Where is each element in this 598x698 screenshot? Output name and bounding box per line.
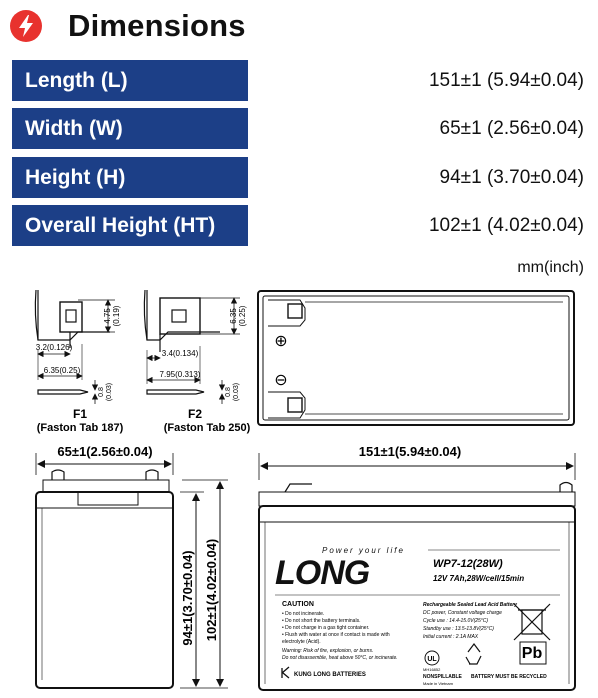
charge-line: Initial current : 2.1A MAX — [423, 634, 479, 640]
caution-line: Do not disassemble, heat above 50°C, or incinerate. — [282, 655, 398, 661]
f1-height-dim-in: (0.19) — [112, 305, 121, 327]
row-label: Width (W) — [12, 108, 248, 149]
f2-thick-dim: 0.8 — [225, 387, 232, 397]
row-label: Length (L) — [12, 60, 248, 101]
caution-line: Warning: Risk of fire, explosion, or burns. — [282, 648, 374, 654]
f1-height-dim: 4.75 — [103, 308, 112, 324]
f1-width1-dim: 3.2(0.126) — [35, 343, 73, 352]
page-title: Dimensions — [68, 8, 246, 43]
positive-terminal-icon: ⊕ — [274, 333, 288, 350]
maker-name: KUNG LONG BATTERIES — [294, 672, 366, 678]
row-value: 94±1 (3.70±0.04) — [439, 167, 584, 188]
f1-name: F1 — [72, 407, 88, 421]
charge-line: DC power, Constant voltage charge — [423, 610, 502, 616]
length-dimension-label: 151±1(5.94±0.04) — [358, 444, 462, 459]
f2-width2-dim: 7.95(0.313) — [159, 370, 201, 379]
charge-line: Standby use : 13.5-13.8V(25°C) — [423, 626, 494, 632]
made-in-note: Made in Vietnam — [423, 681, 453, 686]
battery-type: Rechargeable Sealed Lead Acid Battery — [423, 602, 518, 608]
caution-line: • Do not short the battery terminals. — [282, 618, 361, 624]
charge-line: Cycle use : 14.4-15.0V(25°C) — [423, 618, 489, 624]
row-label: Height (H) — [12, 157, 248, 198]
brand-tagline: Power your life — [322, 546, 405, 555]
row-value: 102±1 (4.02±0.04) — [428, 215, 584, 236]
f1-caption: (Faston Tab 187) — [36, 422, 124, 434]
crossed-bin-icon — [514, 604, 550, 640]
maker-logo-icon — [282, 667, 289, 678]
lead-symbol: Pb — [521, 645, 543, 662]
caution-line: • Flush with water at once if contact is made with — [282, 632, 390, 638]
dimension-row-height — [0, 157, 598, 198]
bolt-icon — [10, 10, 42, 42]
f1-width2-dim: 6.35(0.25) — [43, 366, 81, 375]
model-name: WP7-12(28W) — [433, 558, 503, 570]
caution-line: • Do not charge in a gas tight container. — [282, 625, 370, 631]
nonspill-note: NONSPILLABLE — [423, 674, 462, 680]
f1-thick-dim: 0.8 — [98, 387, 105, 397]
unit-note: mm(inch) — [517, 259, 584, 276]
f2-width1-dim: 3.4(0.134) — [161, 349, 199, 358]
ul-code: MH16852 — [423, 667, 441, 672]
f2-name: F2 — [187, 407, 203, 421]
f2-caption: (Faston Tab 250) — [163, 422, 251, 434]
section-header — [0, 4, 598, 48]
caution-title: CAUTION — [282, 601, 314, 608]
dimension-row-overall-height — [0, 205, 598, 246]
ul-mark-icon — [425, 651, 439, 665]
height-dimension-label: 94±1(3.70±0.04) — [180, 550, 195, 646]
dimension-drawing — [0, 280, 598, 698]
recycle-icon — [466, 644, 481, 664]
svg-text:UL: UL — [427, 656, 437, 663]
recycle-note: BATTERY MUST BE RECYCLED — [471, 674, 547, 680]
f1-thick-dim-in: (0.03) — [106, 382, 113, 402]
row-value: 151±1 (5.94±0.04) — [428, 70, 584, 91]
dimension-row-width — [0, 108, 598, 149]
row-label: Overall Height (HT) — [12, 205, 248, 246]
brand-logo: LONG — [275, 554, 370, 592]
model-spec: 12V 7Ah,28W/cell/15min — [433, 574, 525, 583]
width-dimension-label: 65±1(2.56±0.04) — [57, 444, 153, 459]
f2-thick-dim-in: (0.03) — [233, 382, 240, 402]
overall-height-dimension-label: 102±1(4.02±0.04) — [204, 538, 219, 642]
negative-terminal-icon: ⊖ — [274, 372, 288, 389]
battery-side-view — [36, 470, 173, 688]
f2-height-dim: 6.35 — [229, 308, 238, 324]
terminal-f2-drawing — [144, 290, 240, 404]
caution-line: electrolyte (Acid). — [282, 639, 321, 645]
f2-height-dim-in: (0.25) — [238, 305, 247, 327]
row-value: 65±1 (2.56±0.04) — [439, 118, 584, 139]
dimension-row-length — [0, 60, 598, 101]
caution-line: • Do not incinerate. — [282, 611, 325, 617]
battery-top-view — [258, 291, 574, 425]
